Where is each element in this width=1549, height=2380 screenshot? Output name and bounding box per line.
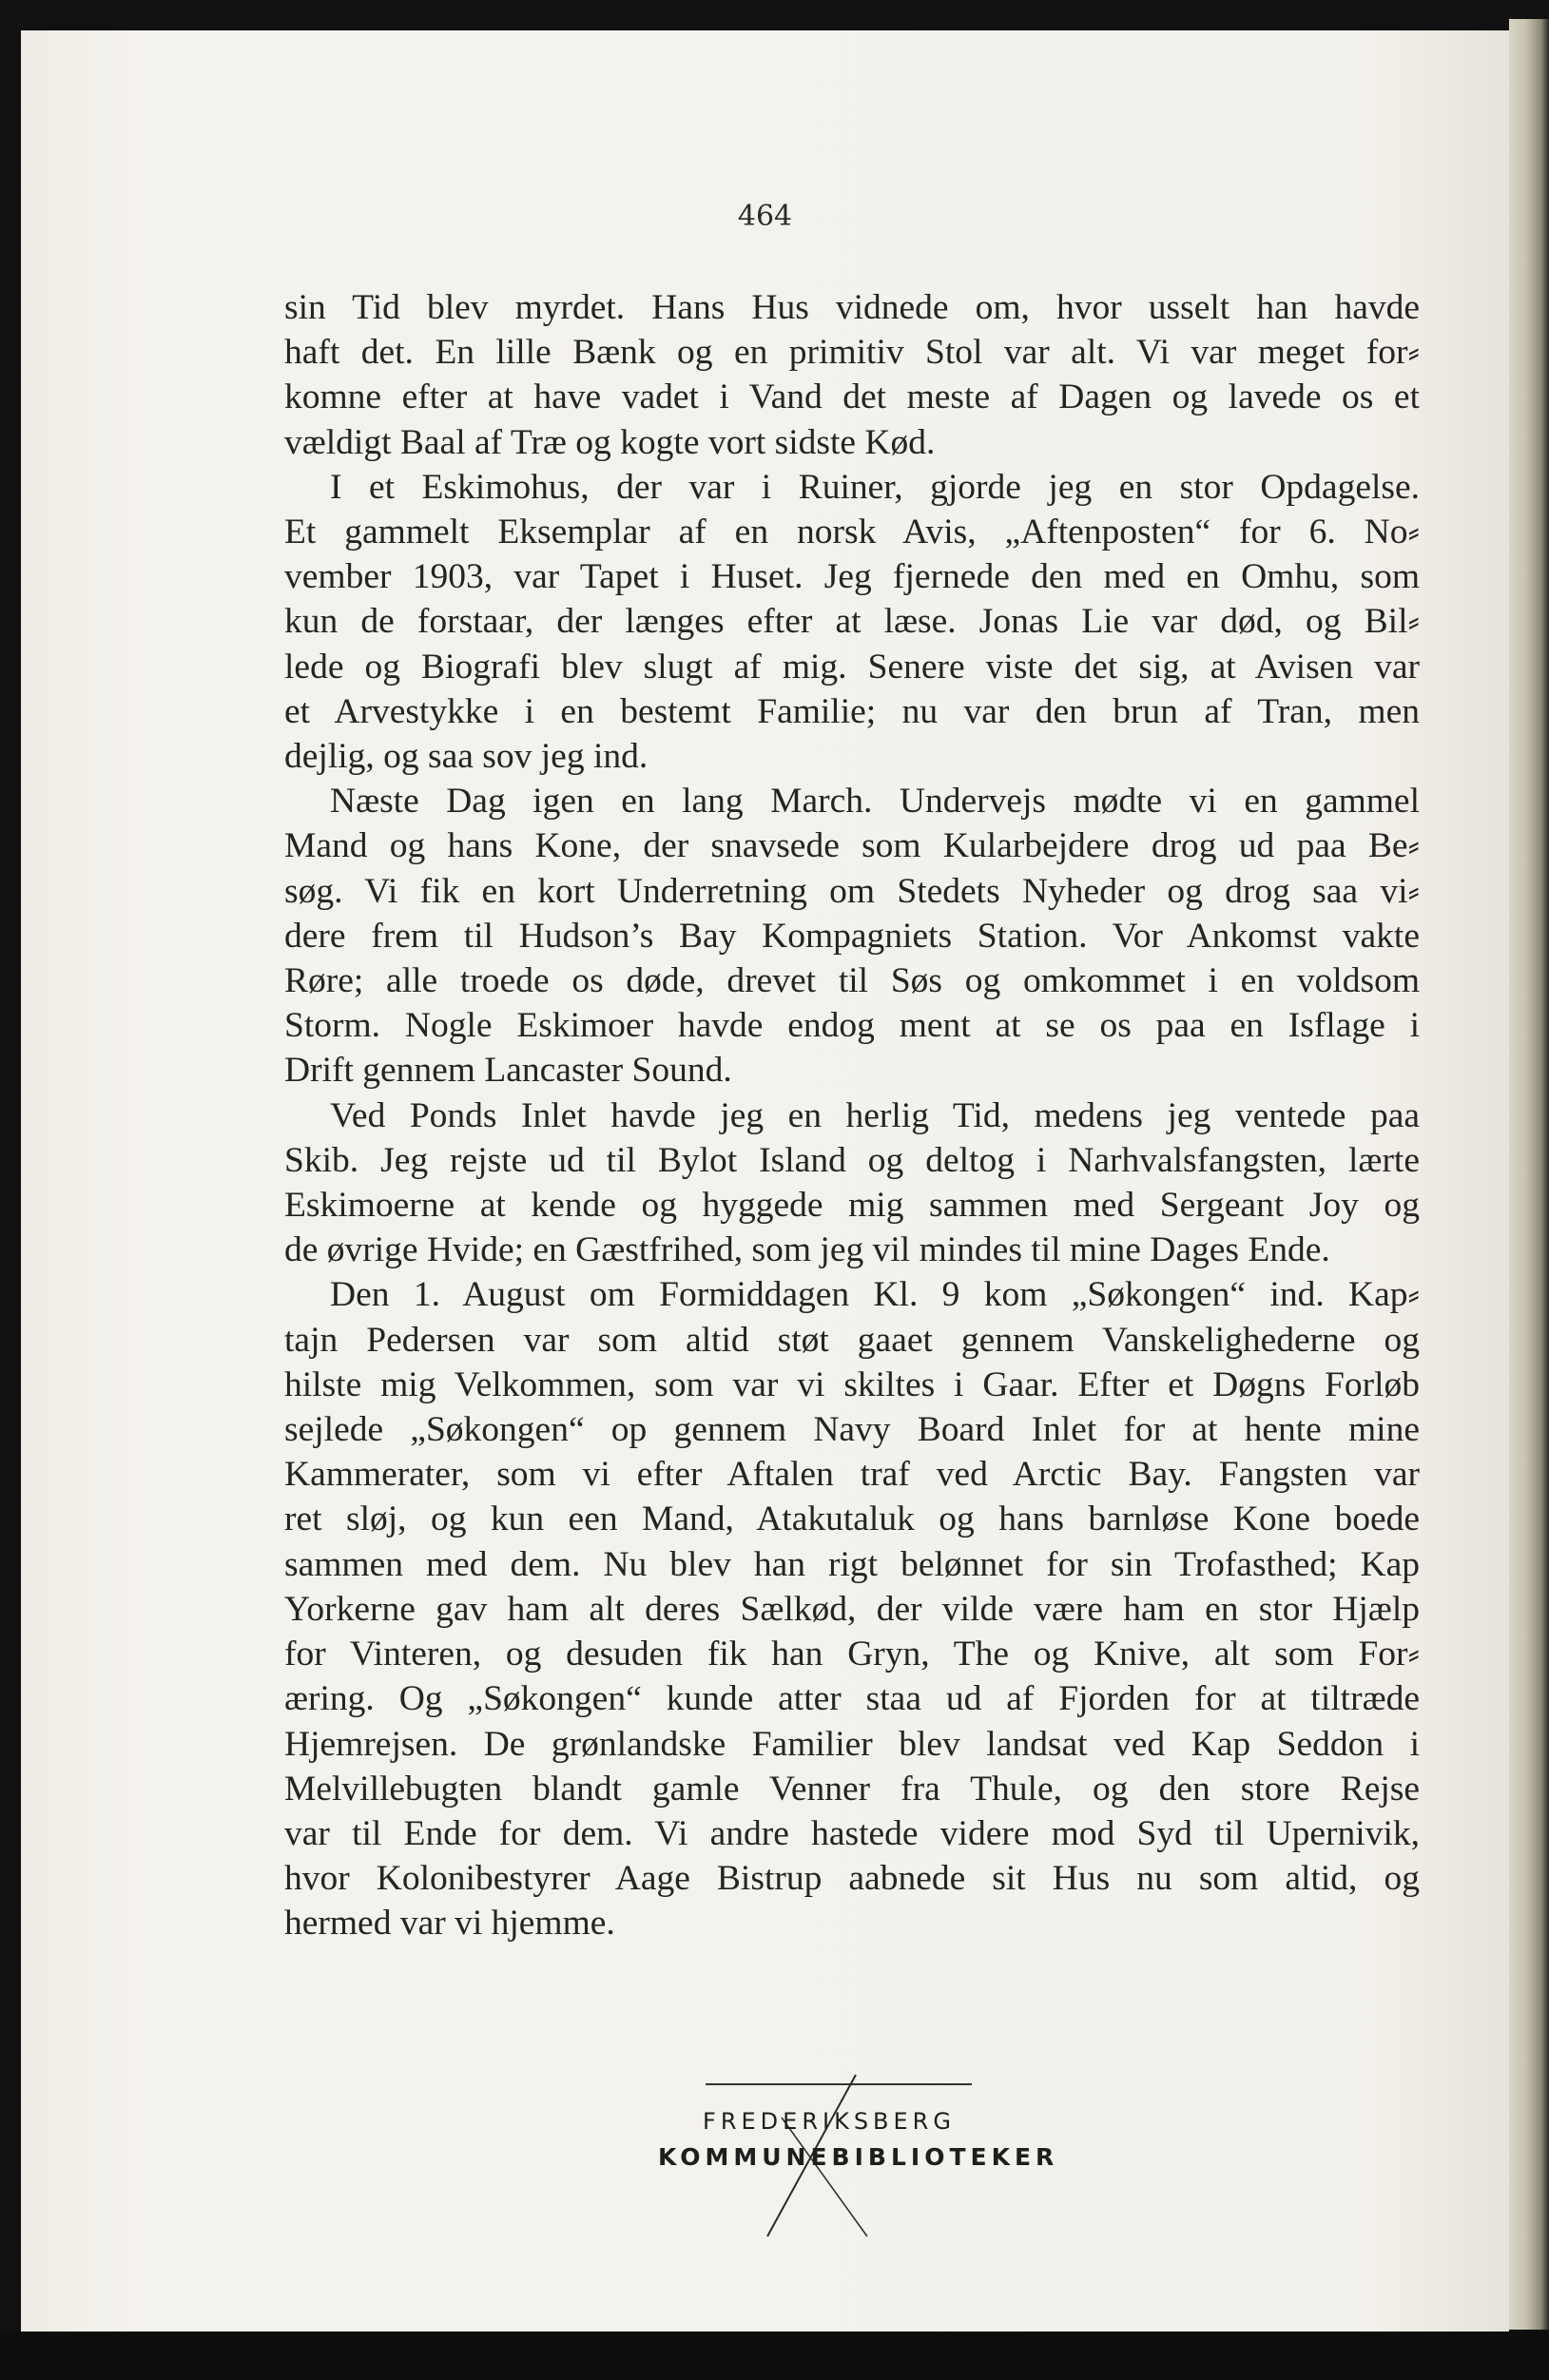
body-text: [284, 285, 1420, 1946]
text-line: lede og Biografi blev slugt af mig. Senere viste det sig, at Avisen var: [284, 647, 1420, 687]
text-line: sin Tid blev myrdet. Hans Hus vidnede om, hvor usselt han havde: [284, 288, 1420, 327]
text-line: Den 1. August om Formiddagen Kl. 9 kom „Søkongen“ ind. Kap⸗: [330, 1275, 1420, 1315]
text-line: søg. Vi fik en kort Underretning om Stedets Nyheder og drog saa vi⸗: [284, 871, 1420, 911]
text-line: Ved Ponds Inlet havde jeg en herlig Tid, medens jeg ventede paa: [330, 1095, 1420, 1135]
text-line: hilste mig Velkommen, som var vi skiltes i Gaar. Efter et Døgns Forløb: [284, 1364, 1420, 1404]
text-line: Yorkerne gav ham alt deres Sælkød, der vilde være ham en stor Hjælp: [284, 1589, 1420, 1629]
text-line: Røre; alle troede os døde, drevet til Søs og omkommet i en voldsom: [284, 961, 1420, 1001]
binding-edge: [1509, 19, 1549, 2330]
library-stamp: [658, 2046, 1059, 2246]
scan-bottom-border: [0, 2332, 1549, 2380]
text-line: var til Ende for dem. Vi andre hastede videre mod Syd til Upernivik,: [284, 1813, 1420, 1853]
page-number: 464: [737, 200, 793, 233]
text-line: I et Eskimohus, der var i Ruiner, gjorde jeg en stor Opdagelse.: [330, 467, 1420, 507]
text-line: sammen med dem. Nu blev han rigt belønnet for sin Trofasthed; Kap: [284, 1544, 1420, 1584]
text-line: et Arvestykke i en bestemt Familie; nu var den brun af Tran, men: [284, 691, 1420, 731]
text-line: vældigt Baal af Træ og kogte vort sidste Kød.: [284, 422, 936, 462]
stamp-line-1: FREDERIKSBERG: [703, 2108, 956, 2135]
text-line: Skib. Jeg rejste ud til Bylot Island og deltog i Narhvalsfangsten, lærte: [284, 1140, 1420, 1180]
text-line: Drift gennem Lancaster Sound.: [284, 1051, 732, 1091]
paragraph: [284, 465, 1420, 779]
paragraph: [284, 1272, 1420, 1945]
text-line: dere frem til Hudson’s Bay Kompagniets Station. Vor Ankomst vakte: [284, 916, 1420, 956]
paragraph: [284, 1093, 1420, 1273]
text-line: Næste Dag igen en lang March. Undervejs mødte vi en gammel: [330, 782, 1420, 822]
text-line: Melvillebugten blandt gamle Venner fra Thule, og den store Rejse: [284, 1769, 1420, 1809]
text-line: æring. Og „Søkongen“ kunde atter staa ud af Fjorden for at tiltræde: [284, 1679, 1420, 1719]
text-line: vember 1903, var Tapet i Huset. Jeg fjernede den med en Omhu, som: [284, 557, 1420, 597]
stamp-line-2: KOMMUNEBIBLIOTEKER: [658, 2143, 1059, 2171]
text-line: Mand og hans Kone, der snavsede som Kularbejdere drog ud paa Be⸗: [284, 826, 1420, 866]
book-page: [21, 30, 1509, 2332]
text-line: for Vinteren, og desuden fik han Gryn, The og Knive, alt som For⸗: [284, 1635, 1420, 1674]
text-line: de øvrige Hvide; en Gæstfrihed, som jeg vil mindes til mine Dages Ende.: [284, 1230, 1330, 1270]
text-line: hermed var vi hjemme.: [284, 1904, 615, 1944]
text-line: komne efter at have vadet i Vand det meste af Dagen og lavede os et: [284, 377, 1420, 417]
paragraph: [284, 285, 1420, 465]
text-line: Eskimoerne at kende og hyggede mig sammen med Sergeant Joy og: [284, 1186, 1420, 1226]
text-line: ret sløj, og kun een Mand, Atakutaluk og hans barnløse Kone boede: [284, 1500, 1420, 1539]
paragraph: [284, 779, 1420, 1093]
text-line: hvor Kolonibestyrer Aage Bistrup aabnede sit Hus nu som altid, og: [284, 1859, 1420, 1899]
text-line: tajn Pedersen var som altid støt gaaet gennem Vanskelighederne og: [284, 1320, 1420, 1360]
text-line: sejlede „Søkongen“ op gennem Navy Board Inlet for at hente mine: [284, 1410, 1420, 1450]
text-line: haft det. En lille Bænk og en primitiv Stol var alt. Vi var meget for⸗: [284, 333, 1420, 373]
text-line: dejlig, og saa sov jeg ind.: [284, 737, 649, 777]
text-line: Kammerater, som vi efter Aftalen traf ved Arctic Bay. Fangsten var: [284, 1455, 1420, 1495]
text-line: Hjemrejsen. De grønlandske Familier blev landsat ved Kap Seddon i: [284, 1724, 1420, 1764]
text-line: Et gammelt Eksemplar af en norsk Avis, „Aftenposten“ for 6. No⸗: [284, 513, 1420, 552]
text-line: kun de forstaar, der længes efter at læse. Jonas Lie var død, og Bil⸗: [284, 602, 1420, 642]
text-line: Storm. Nogle Eskimoer havde endog ment at se os paa en Isflage i: [284, 1006, 1420, 1046]
